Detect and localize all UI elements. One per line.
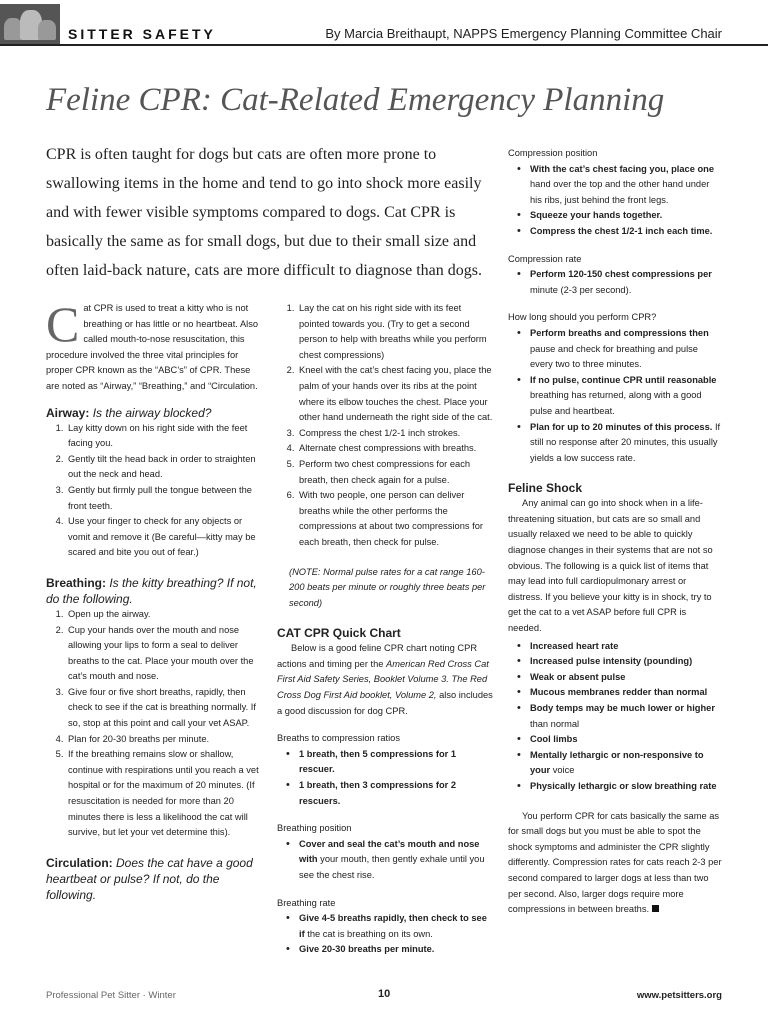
- list-item: • Perform breaths and compressions then pause and check for breathing and pulse every two to three minutes.: [530, 326, 722, 373]
- list-item: • Compress the chest 1/2-1 inch each time.: [530, 224, 722, 240]
- airway-steps: [46, 421, 260, 561]
- list-item: • Give 20-30 breaths per minute.: [299, 942, 493, 958]
- list-item: • Cover and seal the cat’s mouth and nose with your mouth, then gently exhale until you see the chest rise.: [299, 837, 493, 884]
- compression-position-list: [508, 162, 722, 240]
- list-item: • 1 breath, then 5 compressions for 1 rescuer.: [299, 747, 493, 778]
- breathing-steps: [46, 607, 260, 841]
- drop-cap: C: [46, 296, 80, 352]
- list-item: • Cool limbs: [530, 732, 722, 748]
- pets-logo-image: [0, 4, 60, 44]
- list-item: • Mucous membranes redder than normal: [530, 685, 722, 701]
- compression-rate-list: [508, 267, 722, 298]
- end-mark-icon: [652, 905, 659, 912]
- list-item: 1. Lay kitty down on his right side with the feet facing you.: [66, 421, 260, 452]
- list-item: 5. If the breathing remains slow or shallow, continue with respirations until you reach a vet hospital or for the maximum of 20 minutes. (If resuscitation is needed for more than 20 minutes there is less a likelihood the cat will survive, but let your vet determine this).: [66, 747, 260, 841]
- quick-chart-heading: CAT CPR Quick Chart: [277, 626, 401, 641]
- list-item: 1. Lay the cat on his right side with its feet pointed towards you. (Try to get a second person to help with breaths while you perform chest compressions): [297, 301, 493, 363]
- breathing-heading: Breathing: Is the kitty breathing? If not, do the following.: [46, 575, 257, 606]
- list-item: • Squeeze your hands together.: [530, 208, 722, 224]
- byline: By Marcia Breithaupt, NAPPS Emergency Planning Committee Chair: [325, 26, 722, 41]
- page-header: [0, 0, 768, 48]
- column-3: [508, 146, 722, 918]
- list-item: • Increased heart rate: [530, 639, 722, 655]
- list-item: 5. Perform two chest compressions for each breath, then check again for a pulse.: [297, 457, 493, 488]
- airway-heading: Airway: Is the airway blocked?: [46, 405, 212, 420]
- list-item: 1. Open up the airway.: [66, 607, 260, 623]
- list-item: 2. Gently tilt the head back in order to straighten out the neck and head.: [66, 452, 260, 483]
- list-item: 3. Give four or five short breaths, rapidly, then check to see if the cat is breathing normally. If so, stop at this point and call your vet ASAP.: [66, 685, 260, 732]
- list-item: • Perform 120-150 chest compressions per minute (2-3 per second).: [530, 267, 722, 298]
- column-2: [277, 301, 493, 958]
- position-label: Breathing position: [277, 823, 352, 834]
- list-item: • Physically lethargic or slow breathing rate: [530, 779, 722, 795]
- list-item: • Body temps may be much lower or higher than normal: [530, 701, 722, 732]
- quick-chart-intro: Below is a good feline CPR chart noting CPR actions and timing per the American Red Cross Cat First Aid Safety Series, Booklet Volume 3. The Red Cross Dog First Aid booklet, Volume 2, also includes a good discussion for dog CPR.: [277, 643, 493, 716]
- circulation-steps: [277, 301, 493, 551]
- page-number: 10: [378, 988, 391, 1000]
- closing-paragraph: You perform CPR for cats basically the same as for small dogs but you must be able to spot the shock symptoms and administer the CPR slightly differently. Compression rates for cats reach 2-3 per second compared to larger dogs at less than two per second. Also, larger dogs require more compressions in between breaths.: [508, 810, 722, 915]
- intro-paragraph: [46, 296, 260, 395]
- article-title: Feline CPR: Cat-Related Emergency Planning: [46, 82, 665, 118]
- rate-list: [277, 911, 493, 958]
- footer-publication: Professional Pet Sitter · Winter: [46, 990, 176, 1001]
- list-item: 3. Compress the chest 1/2-1 inch strokes.: [297, 426, 493, 442]
- lede-paragraph: CPR is often taught for dogs but cats are often more prone to swallowing items in the home and tend to go into shock more easily and with fewer visible symptoms compared to dogs. Cat CPR is basically the same as for small dogs, but due to their small size and often laid-back nature, cats are more difficult to diagnose than dogs.: [46, 146, 482, 279]
- list-item: 3. Gently but firmly pull the tongue between the front teeth.: [66, 483, 260, 514]
- list-item: • Plan for up to 20 minutes of this process. If still no response after 20 minutes, this usually yields a low success rate.: [530, 420, 722, 467]
- compression-position-label: Compression position: [508, 148, 598, 158]
- list-item: • Give 4-5 breaths rapidly, then check to see if the cat is breathing on its own.: [299, 911, 493, 942]
- rate-label: Breathing rate: [277, 897, 336, 908]
- column-1: [46, 296, 260, 903]
- feline-shock-heading: Feline Shock: [508, 481, 583, 496]
- shock-paragraph: Any animal can go into shock when in a life-threatening situation, but cats are so small and usually relaxed we need to be able to quickly diagnose changes in their systems that are not so obvious. The following is a quick list of items that may lead into full cardiopulmonary arrest or distress. If you believe your kitty is in shock, try to get the cat to a vet ASAP before full CPR is needed.: [508, 498, 713, 634]
- list-item: 4. Plan for 20-30 breaths per minute.: [66, 732, 260, 748]
- list-item: • 1 breath, then 3 compressions for 2 rescuers.: [299, 778, 493, 809]
- intro-text: at CPR is used to treat a kitty who is not breathing or has little or no heartbeat. Also called mouth-to-nose resuscitation, this procedure involved the three vital principles for proper CPR known as the “ABC’s” of CPR. These are noted as “Airway,” “Breathing,” and “Circulation.: [46, 303, 259, 391]
- list-item: • Mentally lethargic or non-responsive to your voice: [530, 748, 722, 779]
- header-divider: [0, 44, 768, 46]
- list-item: 4. Alternate chest compressions with breaths.: [297, 441, 493, 457]
- list-item: • With the cat’s chest facing you, place one hand over the top and the other hand under his ribs, just behind the front legs.: [530, 162, 722, 209]
- footer-website[interactable]: www.petsitters.org: [636, 990, 722, 1001]
- position-list: [277, 837, 493, 884]
- list-item: • Increased pulse intensity (pounding): [530, 654, 722, 670]
- list-item: 6. With two people, one person can deliver breaths while the other performs the compressions at about two compressions for each breath, then check for pulse.: [297, 488, 493, 550]
- list-item: 2. Cup your hands over the mouth and nose allowing your lips to form a seal to deliver breaths to the cat. Place your mouth over the cat’s mouth and nose.: [66, 623, 260, 685]
- ratio-label: Breaths to compression ratios: [277, 733, 400, 744]
- list-item: • Weak or absent pulse: [530, 670, 722, 686]
- pulse-note: (NOTE: Normal pulse rates for a cat range 160-200 beats per minute or roughly three beats per second): [289, 566, 486, 608]
- compression-rate-label: Compression rate: [508, 253, 582, 264]
- ratio-list: [277, 747, 493, 809]
- list-item: 4. Use your finger to check for any objects or vomit and remove it (Be careful—kitty may be scared and bite you out of fear.): [66, 514, 260, 561]
- list-item: • If no pulse, continue CPR until reasonable breathing has returned, along with a good pulse and heartbeat.: [530, 373, 722, 420]
- list-item: 2. Kneel with the cat’s chest facing you, place the palm of your hands over its ribs at the point where its elbow touches the chest. Place your other hand underneath the right side of the cat.: [297, 363, 493, 425]
- how-long-label: How long should you perform CPR?: [508, 312, 657, 323]
- circulation-heading: Circulation: Does the cat have a good heartbeat or pulse? If not, do the following.: [46, 855, 253, 902]
- section-label: SITTER SAFETY: [68, 26, 216, 42]
- how-long-list: [508, 326, 722, 466]
- shock-symptoms-list: [508, 639, 722, 795]
